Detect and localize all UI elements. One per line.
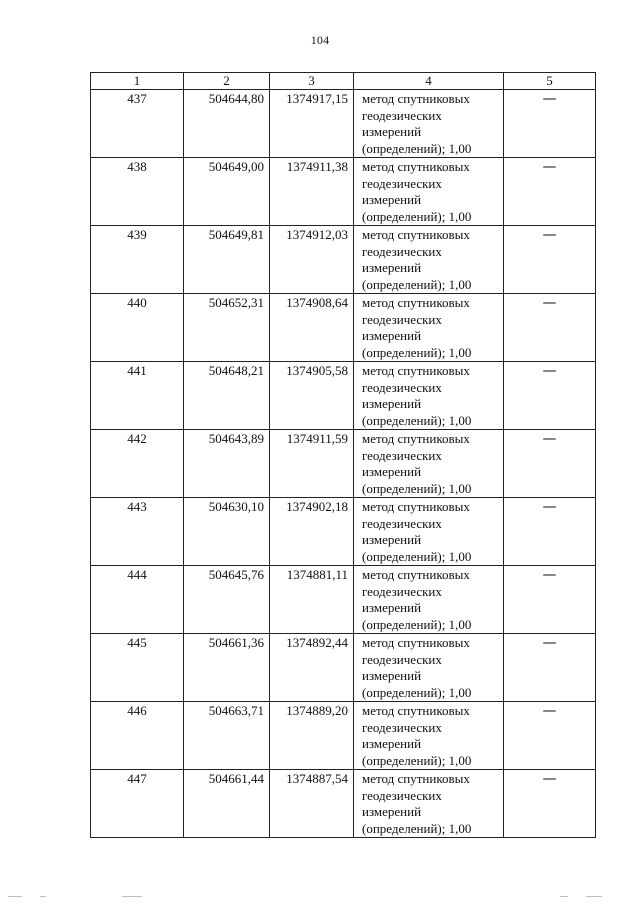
point-number-cell: 438 [91,158,184,226]
point-number-cell: 441 [91,362,184,430]
method-line: метод спутниковых [362,499,470,514]
method-line: метод спутниковых [362,295,470,310]
y-coordinate-cell: 1374892,44 [270,634,354,702]
method-cell [354,566,504,634]
note-cell: — [504,158,596,226]
method-line: (определений); 1,00 [362,412,472,428]
method-line: (определений); 1,00 [362,684,472,700]
method-cell [354,226,504,294]
method-line: метод спутниковых [362,91,470,106]
x-coordinate-cell: 504645,76 [184,566,270,634]
method-line: метод спутниковых [362,431,470,446]
method-line: метод спутниковых [362,363,470,378]
method-line: геодезических [362,651,442,667]
point-number-cell: 442 [91,430,184,498]
point-number-cell: 440 [91,294,184,362]
method-line: измерений [362,192,422,207]
note-cell: — [504,634,596,702]
method-line: метод спутниковых [362,159,470,174]
method-line: метод спутниковых [362,227,470,242]
header-col-1: 1 [91,73,184,90]
y-coordinate-cell: 1374881,11 [270,566,354,634]
method-line: измерений [362,124,422,139]
point-number-cell: 439 [91,226,184,294]
method-cell [354,634,504,702]
method-line: геодезических [362,175,442,191]
method-cell [354,770,504,838]
method-line: геодезических [362,447,442,463]
table-row [91,498,596,566]
table-body [91,90,596,838]
method-line: (определений); 1,00 [362,276,472,292]
method-line: измерений [362,464,422,479]
method-line: (определений); 1,00 [362,548,472,564]
method-line: измерений [362,736,422,751]
x-coordinate-cell: 504648,21 [184,362,270,430]
x-coordinate-cell: 504652,31 [184,294,270,362]
method-line: геодезических [362,243,442,259]
method-line: геодезических [362,719,442,735]
header-col-2: 2 [184,73,270,90]
y-coordinate-cell: 1374902,18 [270,498,354,566]
note-cell: — [504,702,596,770]
method-line: геодезических [362,515,442,531]
point-number-cell: 444 [91,566,184,634]
method-line: геодезических [362,787,442,803]
method-line: метод спутниковых [362,567,470,582]
method-line: (определений); 1,00 [362,480,472,496]
method-line: метод спутниковых [362,771,470,786]
x-coordinate-cell: 504649,00 [184,158,270,226]
y-coordinate-cell: 1374908,64 [270,294,354,362]
method-line: метод спутниковых [362,635,470,650]
table-row [91,362,596,430]
table-row [91,226,596,294]
x-coordinate-cell: 504643,89 [184,430,270,498]
x-coordinate-cell: 504644,80 [184,90,270,158]
table-row [91,770,596,838]
y-coordinate-cell: 1374912,03 [270,226,354,294]
point-number-cell: 446 [91,702,184,770]
method-line: измерений [362,396,422,411]
page-number: 104 [310,33,330,47]
point-number-cell: 443 [91,498,184,566]
x-coordinate-cell: 504663,71 [184,702,270,770]
note-cell: — [504,90,596,158]
table-row [91,430,596,498]
note-cell: — [504,226,596,294]
point-number-cell: 445 [91,634,184,702]
method-line: (определений); 1,00 [362,140,472,156]
method-line: измерений [362,804,422,819]
x-coordinate-cell: 504630,10 [184,498,270,566]
header-col-3: 3 [270,73,354,90]
method-cell [354,498,504,566]
y-coordinate-cell: 1374887,54 [270,770,354,838]
header-col-4: 4 [354,73,504,90]
table-row [91,702,596,770]
method-cell [354,294,504,362]
method-line: (определений); 1,00 [362,616,472,632]
method-line: геодезических [362,107,442,123]
method-line: (определений); 1,00 [362,208,472,224]
scan-footer-marks [0,893,640,901]
note-cell: — [504,498,596,566]
note-cell: — [504,566,596,634]
y-coordinate-cell: 1374911,59 [270,430,354,498]
method-line: метод спутниковых [362,703,470,718]
method-line: (определений); 1,00 [362,752,472,768]
y-coordinate-cell: 1374889,20 [270,702,354,770]
method-line: геодезических [362,583,442,599]
method-cell [354,158,504,226]
method-cell [354,430,504,498]
method-cell [354,362,504,430]
table-row [91,566,596,634]
method-line: измерений [362,600,422,615]
point-number-cell: 437 [91,90,184,158]
note-cell: — [504,430,596,498]
coordinates-table [90,72,596,838]
table-row [91,294,596,362]
table-row [91,158,596,226]
method-line: измерений [362,532,422,547]
note-cell: — [504,362,596,430]
method-line: геодезических [362,311,442,327]
method-line: измерений [362,328,422,343]
x-coordinate-cell: 504661,36 [184,634,270,702]
method-line: (определений); 1,00 [362,344,472,360]
header-row [91,73,596,90]
table-header [91,73,596,90]
method-line: (определений); 1,00 [362,820,472,836]
y-coordinate-cell: 1374905,58 [270,362,354,430]
method-cell [354,702,504,770]
table-row [91,634,596,702]
y-coordinate-cell: 1374911,38 [270,158,354,226]
note-cell: — [504,770,596,838]
note-cell: — [504,294,596,362]
method-line: геодезических [362,379,442,395]
table-row [91,90,596,158]
method-cell [354,90,504,158]
x-coordinate-cell: 504649,81 [184,226,270,294]
header-col-5: 5 [504,73,596,90]
x-coordinate-cell: 504661,44 [184,770,270,838]
method-line: измерений [362,260,422,275]
y-coordinate-cell: 1374917,15 [270,90,354,158]
point-number-cell: 447 [91,770,184,838]
method-line: измерений [362,668,422,683]
